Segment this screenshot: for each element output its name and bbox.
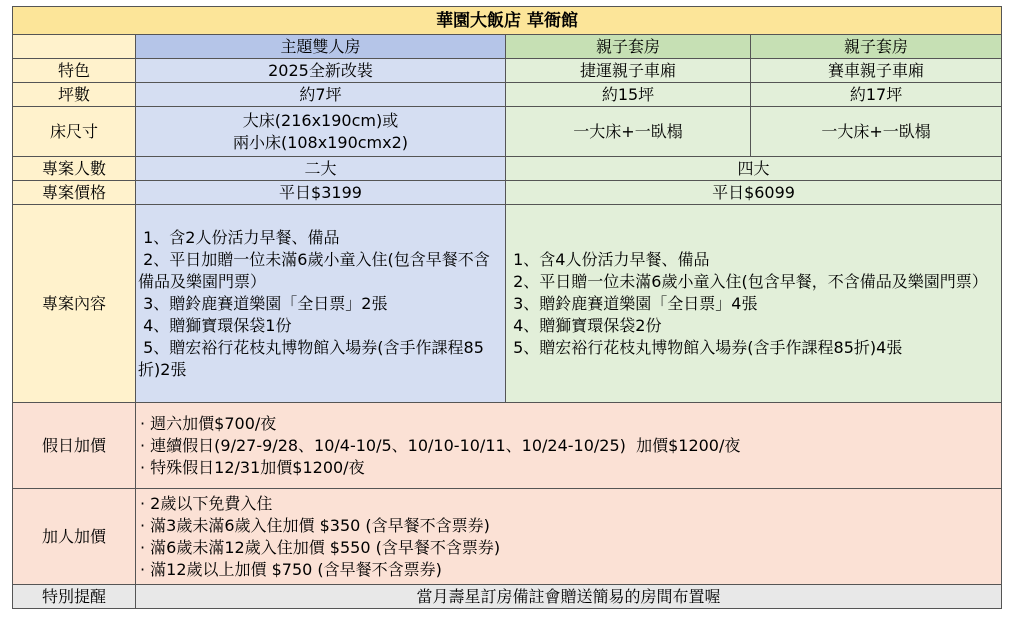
- extra-item: · 滿12歲以上加價 $750 (含早餐不含票券): [140, 559, 442, 579]
- people-room23: 四大: [506, 157, 1002, 181]
- size-room3: 約17坪: [751, 83, 1002, 107]
- holiday-item: · 特殊假日12/31加價$1200/夜: [140, 457, 365, 477]
- price-room23: 平日$6099: [506, 181, 1002, 205]
- row-label-content: 專案內容: [13, 205, 136, 403]
- row-label-note: 特別提醒: [13, 585, 136, 609]
- row-label-extra: 加人加價: [13, 489, 136, 585]
- content-left-item: 4、贈獅寶環保袋1份: [138, 315, 292, 335]
- bed-room2: 一大床+一臥榻: [506, 107, 751, 157]
- row-label-bed: 床尺寸: [13, 107, 136, 157]
- bed-room3: 一大床+一臥榻: [751, 107, 1002, 157]
- content-right-item: 3、贈鈴鹿賽道樂園「全日票」4張: [508, 293, 758, 313]
- price-room1: 平日$3199: [136, 181, 506, 205]
- row-label-people: 專案人數: [13, 157, 136, 181]
- content-right-item: 4、贈獅寶環保袋2份: [508, 315, 662, 335]
- content-right-item: 5、贈宏裕行花枝丸博物館入場券(含手作課程85折)4張: [508, 337, 903, 357]
- content-left-item: 5、贈宏裕行花枝丸博物館入場券(含手作課程85折)2張: [138, 337, 484, 379]
- table-title: 華園大飯店 草衙館: [13, 7, 1002, 35]
- note-content: 當月壽星訂房備註會贈送簡易的房間布置喔: [136, 585, 1002, 609]
- content-right-item: 2、平日贈一位未滿6歲小童入住(包含早餐，不含備品及樂園門票）: [508, 271, 988, 291]
- bed-room1: [136, 107, 506, 157]
- row-label-price: 專案價格: [13, 181, 136, 205]
- size-room1: 約7坪: [136, 83, 506, 107]
- extra-item: · 滿3歲未滿6歲入住加價 $350 (含早餐不含票券): [140, 515, 490, 535]
- room-header-2: 親子套房: [506, 35, 751, 59]
- feature-room2: 捷運親子車廂: [506, 59, 751, 83]
- holiday-content: [136, 403, 1002, 489]
- holiday-item: · 週六加價$700/夜: [140, 413, 277, 433]
- row-label-size: 坪數: [13, 83, 136, 107]
- holiday-item: · 連續假日(9/27-9/28、10/4-10/5、10/10-10/11、10/24-10/25) 加價$1200/夜: [140, 435, 741, 455]
- corner-cell: [13, 35, 136, 59]
- content-left-item: 1、含2人份活力早餐、備品: [138, 227, 340, 247]
- extra-item: · 2歲以下免費入住: [140, 493, 273, 513]
- room-header-3: 親子套房: [751, 35, 1002, 59]
- content-left-item: 3、贈鈴鹿賽道樂園「全日票」2張: [138, 293, 388, 313]
- content-left-item: 2、平日加贈一位未滿6歲小童入住(包含早餐不含備品及樂園門票）: [138, 249, 490, 291]
- extra-item: · 滿6歲未滿12歲入住加價 $550 (含早餐不含票券): [140, 537, 501, 557]
- people-room1: 二大: [136, 157, 506, 181]
- content-room1: [136, 205, 506, 403]
- bed-room1-line2: 兩小床(108x190cmx2): [232, 132, 409, 152]
- hotel-room-table: [12, 6, 1002, 609]
- bed-room1-line1: 大床(216x190cm)或: [242, 110, 399, 130]
- feature-room3: 賽車親子車廂: [751, 59, 1002, 83]
- content-room23: [506, 205, 1002, 403]
- content-right-item: 1、含4人份活力早餐、備品: [508, 249, 710, 269]
- room-header-1: 主題雙人房: [136, 35, 506, 59]
- row-label-holiday: 假日加價: [13, 403, 136, 489]
- size-room2: 約15坪: [506, 83, 751, 107]
- feature-room1: 2025全新改裝: [136, 59, 506, 83]
- row-label-feature: 特色: [13, 59, 136, 83]
- extra-content: [136, 489, 1002, 585]
